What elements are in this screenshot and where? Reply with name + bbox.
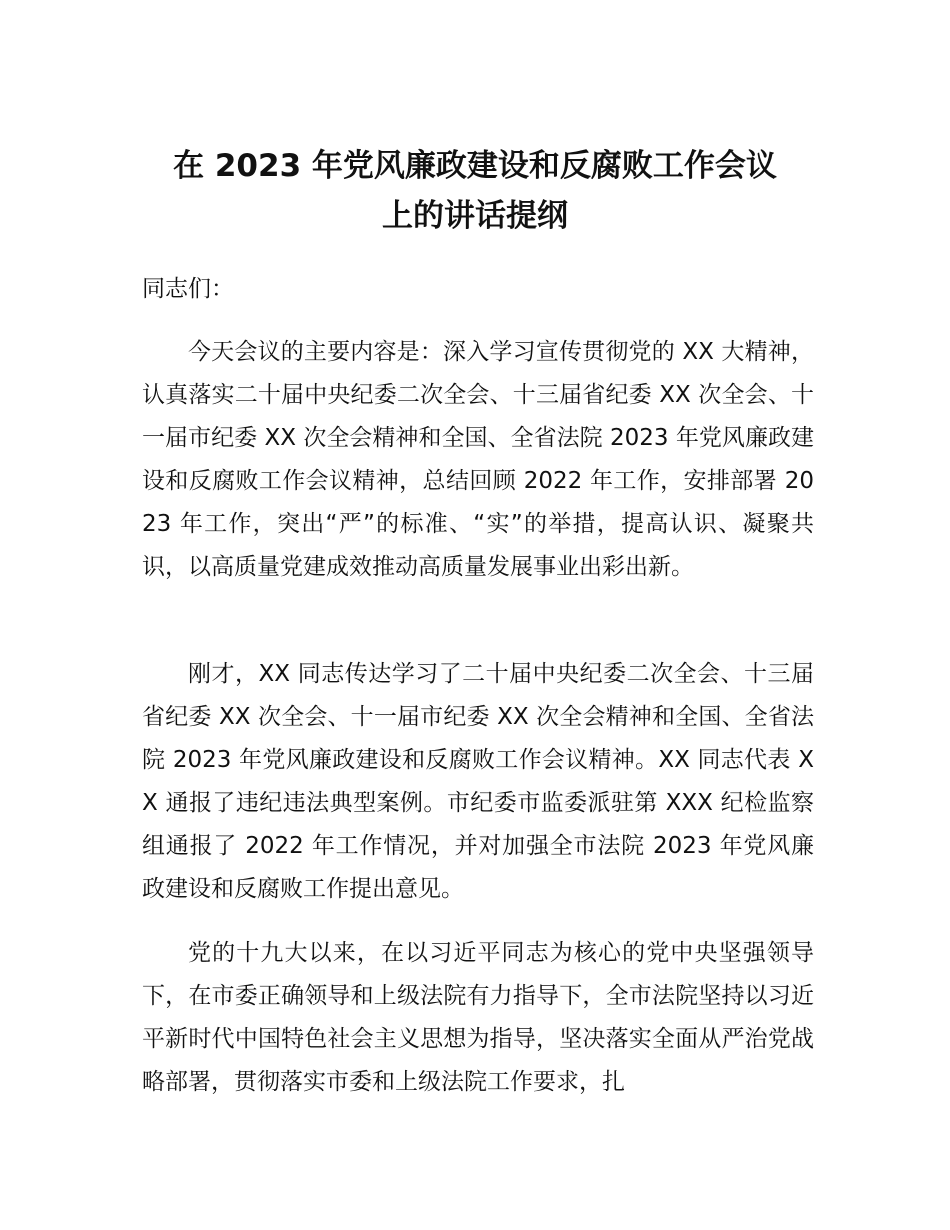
document-title-line-1: 在 2023 年党风廉政建设和反腐败工作会议 <box>173 148 777 184</box>
paragraph-3: 党的十九大以来，在以习近平同志为核心的党中央坚强领导下，在市委正确领导和上级法院有力指导下，全市法院坚持以习近平新时代中国特色社会主义思想为指导，坚决落实全面从严治党战略部署，贯彻落实市委和上级法院工作要求，扎 <box>142 940 814 1095</box>
document-title-line-2: 上的讲话提纲 <box>382 198 568 234</box>
paragraph-1: 今天会议的主要内容是：深入学习宣传贯彻党的 XX 大精神，认真落实二十届中央纪委二次全会、十三届省纪委 XX 次全会、十一届市纪委 XX 次全会精神和全国、全省法院 2023 年党风廉政建设和反腐败工作会议精神，总结回顾 2022 年工作，安排部署 2023 年工作，突出“严”的标准、“实”的举措，提高认识、凝聚共识，以高质量党建成效推动高质量发展事业出彩出新。 <box>142 339 814 580</box>
salutation: 同志们： <box>142 276 234 302</box>
paragraph-2: 刚才，XX 同志传达学习了二十届中央纪委二次全会、十三届省纪委 XX 次全会、十一届市纪委 XX 次全会精神和全国、全省法院 2023 年党风廉政建设和反腐败工作会议精神。XX 同志代表 XX 通报了违纪违法典型案例。市纪委市监委派驻第 XXX 纪检监察组通报了 2022 年工作情况，并对加强全市法院 2023 年党风廉政建设和反腐败工作提出意见。 <box>142 661 814 902</box>
